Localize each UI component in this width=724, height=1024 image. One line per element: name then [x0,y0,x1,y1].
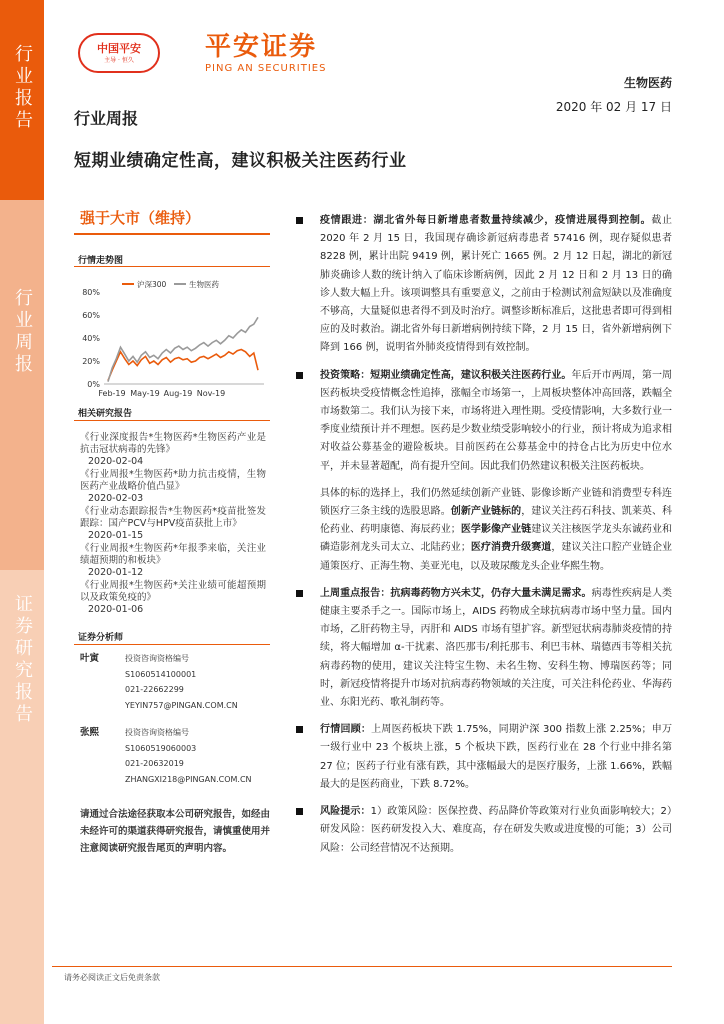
series-line-1 [108,317,258,381]
sidebar-label: 行业报告 [12,44,33,132]
related-report-item[interactable] [80,432,266,468]
related-report-title: 《行业动态跟踪报告*生物医药*疫苗批签发跟踪：国产PCV与HPV疫苗获批上市》 [80,506,266,529]
paragraph-text: ，建议关注口腔产业链企业通策医疗、正海生物、美亚光电，以及玻尿酸龙头企业华熙生物。 [320,542,673,572]
paragraph-lead: 上周重点报告：抗病毒药物方兴未艾，仍存大量未满足需求。 [320,587,592,599]
related-report-title: 《行业周报*生物医药*助力抗击疫情，生物医药产业战略价值凸显》 [80,469,266,492]
analyst-phone: 021-22662299 [125,685,184,694]
sector-label: 生物医药 [623,76,672,90]
chart-title: 行情走势图 [78,256,124,266]
analyst-name: 张熙 [80,727,100,738]
analyst-title: 证券分析师 [78,633,124,643]
brand-name-en: PING AN SECURITIES [205,63,327,74]
report-body [296,212,672,867]
y-tick-label: 20% [82,357,100,366]
paragraph-text: 病毒性疾病是人类健康主要杀手之一。国际市场上，AIDS 药物成全球抗病毒市场中坚力量。国内市场，乙肝药物主导，丙肝和 AIDS 市场有望扩容。新型冠状病毒肺炎疫情的持续，将大幅增加 α-干扰素、洛匹那韦/利托那韦、利巴韦林、瑞德西韦等相关抗病毒药物的使用，建议关注特宝生物、未名生物、安科生物、博瑞医药等；同时，新冠疫情将提升市场对抗病毒药物领域的关注度，可关注科伦药业、华海药业、东阳光药、歌礼制药等。 [320,587,673,709]
related-report-item[interactable] [80,580,266,616]
divider [74,420,270,421]
y-tick-label: 0% [87,380,100,389]
sidebar-industry-report [0,0,44,200]
logo-tagline: 主导 · 恒久 [104,56,134,64]
related-report-date: 2020-01-15 [88,530,144,541]
y-tick-label: 40% [82,334,100,343]
body-paragraph [296,803,672,858]
related-report-item[interactable] [80,543,266,579]
rating: 强于大市（维持） [80,209,201,227]
x-tick-label: May-19 [130,389,160,398]
paragraph-lead: 风险提示： [320,806,371,818]
paragraph-text: 1）政策风险：医保控费、药品降价等政策对行业负面影响较大；2）研发风险：医药研发投入大、难度高，存在研发失败或进度慢的可能；3）公司风险：公司经营情况不达预期。 [320,806,673,854]
analyst-card [80,725,270,787]
footer-note: 请务必阅读正文后免责条款 [64,973,160,982]
y-tick-label: 80% [82,288,100,297]
square-bullet-icon [296,372,303,379]
body-paragraph [296,367,672,476]
analyst-license: S1060514100001 [125,669,197,679]
analyst-email[interactable]: YEYIN757@PINGAN.COM.CN [125,700,238,710]
paragraph-highlight: 创新产业链标的 [450,506,522,518]
related-report-date: 2020-02-04 [88,456,144,467]
sidebar-weekly-report [0,200,44,570]
analyst-phone: 021-20632019 [125,759,184,768]
sidebar-securities-research [0,570,44,1024]
square-bullet-icon [296,726,303,733]
body-paragraph [296,585,672,712]
paragraph-lead: 投资策略：短期业绩确定性高，建议积极关注医药行业。 [320,369,572,381]
market-trend-chart [74,274,270,402]
analyst-role: 投资咨询资格编号 [125,728,189,737]
square-bullet-icon [296,217,303,224]
paragraph-lead: 疫情跟进：湖北省外每日新增患者数量持续减少，疫情进展得到控制。 [320,215,652,226]
paragraph-lead: 行情回顾： [320,724,372,736]
x-tick-label: Nov-19 [196,389,226,398]
paragraph-text: 截止 2020 年 2 月 15 日，我国现存确诊新冠病毒患者 57416 例，现存疑似患者 8228 例，累计出院 9419 例，累计死亡 1665 例。2 月 12 日起，湖北的新冠肺炎确诊人数的统计纳入了临床诊断病例，因此 2 月 12 日和 2 月 13 日的确诊人数大幅上升。该项调整具有重要意义，之前由于检测试剂盒短缺以及准确度不够高，大量疑似患者得不到及时治疗。调整诊断标准后，这批患者即可得到相应的及时救治。湖北省外每日新增病例持续下降，2 月 15 日，省外新增病例下降到 166 例，说明省外肺炎疫情得到有效控制。 [320,215,672,354]
paragraph-highlight: 医学影像产业链 [460,524,532,536]
disclaimer-note: 请通过合法途径获取本公司研究报告，如经由未经许可的渠道获得研究报告，请慎重使用并注意阅读研究报告尾页的声明内容。 [80,809,271,854]
ping-an-group-logo [78,33,160,73]
logo-text: 中国平安 [97,41,141,55]
body-paragraph [296,212,672,358]
report-date: 2020 年 02 月 17 日 [555,100,672,114]
square-bullet-icon [296,808,303,815]
related-research-list [80,432,266,617]
series-line-0 [108,350,258,381]
paragraph-text: 年后开市两周，第一周医药板块受疫情概念性追捧，涨幅全市场第一，上周板块整体冲高回落，跌幅全市场数第二。我们认为接下来，市场将进入理性期。受疫情影响，大多数行业一季度业绩预计并不理想。医药是少数业绩受影响较小的行业，预计将成为追求相对收益公募基金的避险板块。目前医药在公募基金中的持仓占比为历史中位水平，并未显著超配，尚有提升空间。因此我们仍然建议积极关注医药板块。 [320,369,673,472]
x-tick-label: Aug-19 [163,389,193,398]
body-paragraph [296,721,672,794]
related-report-title: 《行业周报*生物医药*关注业绩可能超预期以及政策免疫的》 [80,580,266,603]
footer-divider [52,966,672,967]
analyst-card [80,651,270,713]
report-headline: 短期业绩确定性高，建议积极关注医药行业 [74,151,407,171]
related-research-title: 相关研究报告 [78,409,133,419]
brand-name-cn: 平安证券 [205,32,318,62]
divider [74,233,270,235]
report-type: 行业周报 [74,109,139,128]
paragraph-text: ，建议关注药石科技、凯莱英、科伦药业、药明康德、海辰药业； [320,506,673,536]
legend-label: 生物医药 [189,280,219,289]
related-report-item[interactable] [80,506,266,542]
related-report-item[interactable] [80,469,266,505]
sidebar-label: 行业周报 [12,288,33,376]
y-tick-label: 60% [82,311,100,320]
related-report-title: 《行业深度报告*生物医药*生物医药产业是抗击冠状病毒的先锋》 [80,432,266,455]
side-bar [0,0,44,1024]
x-tick-label: Feb-19 [98,389,126,398]
paragraph-text: 上周医药板块下跌 1.75%，同期沪深 300 指数上涨 2.25%；申万一级行业中 23 个板块上涨，5 个板块下跌，医药行业在 28 个行业中排名第 27 位；医药子行业有涨有跌，其中涨幅最大的是医疗服务，上涨 1.66%，跌幅最大的是医药商业，下跌 8.72%。 [320,724,673,790]
legend-label: 沪深300 [137,280,167,289]
paragraph-highlight: 医疗消费升级赛道 [470,542,552,554]
paragraph-text: 具体的标的选择上，我们仍然延续创新产业链、影像诊断产业链和消费型专科连锁医疗三条主线的选股思路。 [320,487,672,518]
divider [74,266,270,267]
analyst-name: 叶寅 [80,653,100,664]
square-bullet-icon [296,590,303,597]
analyst-role: 投资咨询资格编号 [125,654,189,663]
related-report-date: 2020-01-06 [88,604,144,615]
brand-logo [205,32,326,76]
analyst-license: S1060519060003 [125,743,197,753]
body-paragraph [296,485,672,576]
sidebar-label: 证券研究报告 [12,594,33,726]
related-report-title: 《行业周报*生物医药*年报季来临，关注业绩超预期的和板块》 [80,543,266,566]
paragraph-text: 建议关注核医学龙头东诚药业和磷造影剂龙头司太立、北陆药业； [320,524,673,554]
related-report-date: 2020-01-12 [88,567,144,578]
analyst-email[interactable]: ZHANGXI218@PINGAN.COM.CN [125,774,252,784]
related-report-date: 2020-02-03 [88,493,144,504]
divider [74,644,270,645]
